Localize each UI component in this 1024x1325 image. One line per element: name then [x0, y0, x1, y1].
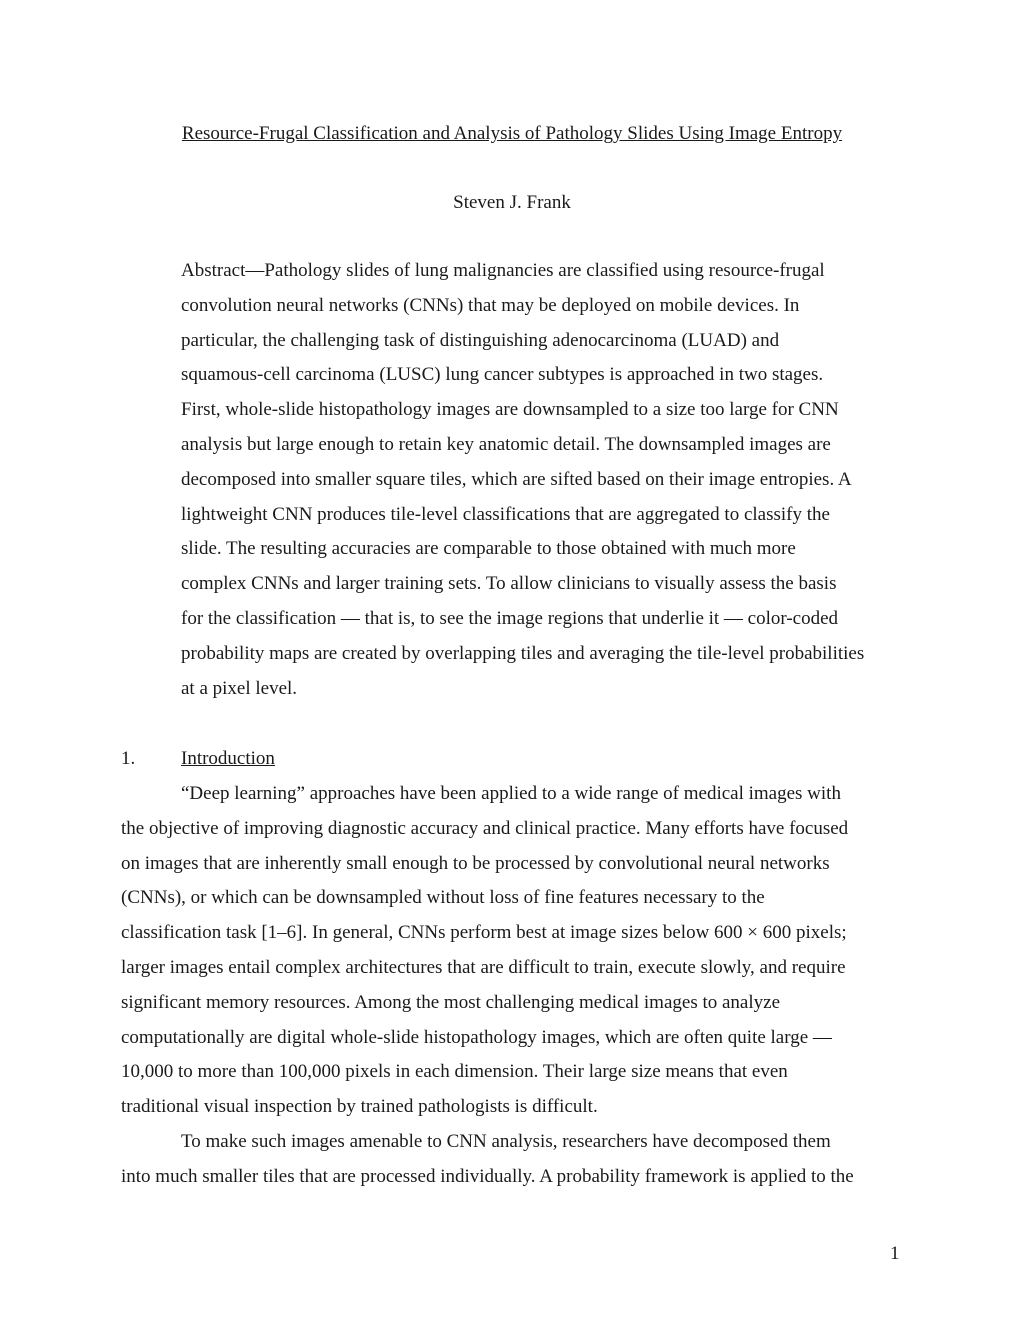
abstract-line: squamous-cell carcinoma (LUSC) lung cancer subtypes is approached in two stages. [181, 364, 824, 386]
abstract-line: First, whole-slide histopathology images are downsampled to a size too large for CNN [181, 399, 839, 421]
abstract-line: lightweight CNN produces tile-level classifications that are aggregated to classify the [181, 503, 830, 525]
intro-line: larger images entail complex architectures that are difficult to train, execute slowly, and require [121, 956, 846, 978]
section-heading [121, 745, 275, 773]
intro-line: computationally are digital whole-slide histopathology images, which are often quite large — [121, 1026, 832, 1048]
abstract-line: particular, the challenging task of distinguishing adenocarcinoma (LUAD) and [181, 329, 780, 351]
abstract-line: complex CNNs and larger training sets. To allow clinicians to visually assess the basis [181, 573, 837, 595]
abstract-line: for the classification — that is, to see the image regions that underlie it — color-coded [181, 607, 839, 629]
abstract-line: convolution neural networks (CNNs) that may be deployed on mobile devices. In [181, 294, 800, 316]
abstract [181, 257, 911, 709]
intro-line: on images that are inherently small enough to be processed by convolutional neural networks [121, 852, 830, 874]
paper-title: Resource-Frugal Classification and Analysis of Pathology Slides Using Image Entropy [181, 123, 843, 144]
abstract-line: at a pixel level. [181, 677, 298, 699]
section-number: 1. [121, 748, 136, 769]
intro-line: (CNNs), or which can be downsampled without loss of fine features necessary to the [121, 887, 765, 909]
page-number: 1 [890, 1243, 900, 1264]
abstract-line: decomposed into smaller square tiles, which are sifted based on their image entropies. A [181, 468, 852, 490]
intro-line: “Deep learning” approaches have been applied to a wide range of medical images with [181, 783, 841, 804]
abstract-line: Abstract—Pathology slides of lung malignancies are classified using resource-frugal [181, 260, 825, 281]
author-name: Steven J. Frank [453, 192, 571, 213]
abstract-line: slide. The resulting accuracies are comparable to those obtained with much more [181, 538, 796, 560]
intro-line: traditional visual inspection by trained pathologists is difficult. [121, 1096, 598, 1118]
intro-line: the objective of improving diagnostic accuracy and clinical practice. Many efforts have focused [121, 817, 849, 839]
introduction-body [121, 780, 911, 1198]
intro-line: 10,000 to more than 100,000 pixels in each dimension. Their large size means that even [121, 1061, 788, 1083]
abstract-line: probability maps are created by overlapping tiles and averaging the tile-level probabilities [181, 642, 865, 664]
intro-line: into much smaller tiles that are processed individually. A probability framework is applied to the [121, 1165, 854, 1187]
section-title: Introduction [181, 748, 275, 769]
intro-line: To make such images amenable to CNN analysis, researchers have decomposed them [181, 1130, 831, 1152]
intro-line: classification task [1–6]. In general, CNNs perform best at image sizes below 600 × 600 pixels; [121, 922, 847, 944]
intro-line: significant memory resources. Among the most challenging medical images to analyze [121, 991, 781, 1013]
abstract-line: analysis but large enough to retain key anatomic detail. The downsampled images are [181, 433, 831, 455]
